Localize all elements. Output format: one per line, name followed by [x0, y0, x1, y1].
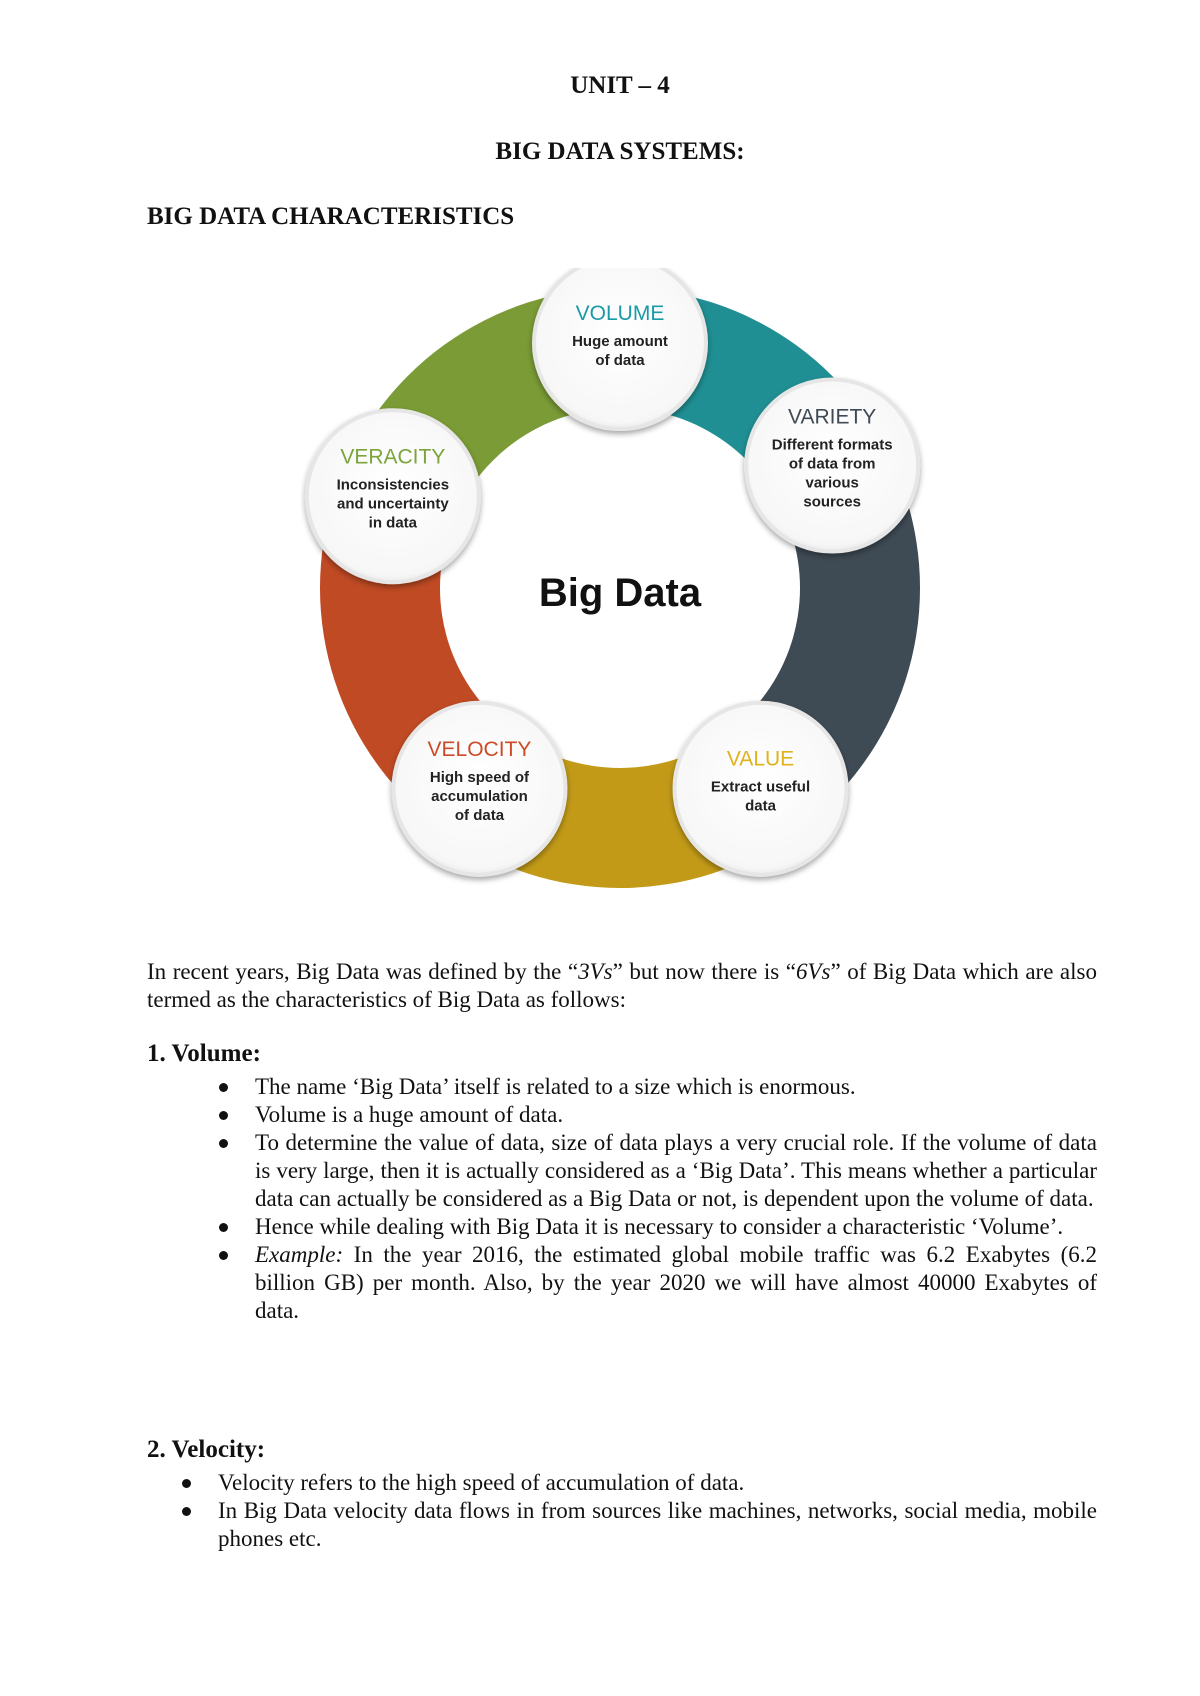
item-description-line: Extract useful: [710, 778, 811, 796]
item-velocity: [393, 703, 565, 875]
list-item: The name ‘Big Data’ itself is related to a size which is enormous.: [255, 1073, 1097, 1101]
item-description-line: and uncertainty: [336, 495, 449, 513]
item-description-line: various: [805, 474, 859, 492]
list-item: To determine the value of data, size of data plays a very crucial role. If the volume of data is very large, then it is actually considered as a ‘Big Data’. This means whether a particular data can actually be considered as a Big Data or not, is dependent upon the volume of data.: [255, 1130, 1097, 1211]
list-item-example: [255, 1241, 1097, 1325]
item-description-line: Different formats: [771, 436, 893, 454]
intro-text-3: ” of Big Data which are also termed as the characteristics of Big Data as follows:: [147, 959, 1097, 1012]
item-description-line: in data: [368, 514, 418, 532]
item-variety: [746, 380, 918, 552]
document-title: BIG DATA SYSTEMS:: [495, 138, 745, 165]
item-description-line: Inconsistencies: [336, 476, 450, 494]
intro-paragraph: [147, 958, 1097, 1014]
example-label: Example:: [255, 1242, 344, 1267]
intro-em-6vs: 6Vs: [795, 959, 831, 984]
item-title: VERACITY: [340, 445, 446, 469]
item-title: VOLUME: [575, 302, 665, 325]
velocity-bullet-list: [218, 1469, 1097, 1553]
intro-text-2: ” but now there is “: [612, 959, 796, 984]
item-description-line: data: [745, 797, 776, 815]
volume-heading: 1. Volume:: [147, 1040, 261, 1067]
item-description-line: accumulation: [431, 788, 528, 806]
list-item: Velocity refers to the high speed of accumulation of data.: [218, 1469, 1097, 1497]
unit-title: UNIT – 4: [570, 72, 670, 99]
item-description-line: High speed of: [429, 769, 530, 787]
item-veracity: [307, 410, 479, 582]
big-data-diagram: [300, 268, 960, 928]
intro-em-3vs: 3Vs: [578, 959, 613, 984]
list-item: Volume is a huge amount of data.: [255, 1101, 1097, 1129]
list-item: In Big Data velocity data flows in from sources like machines, networks, social media, mobile phones etc.: [218, 1498, 1097, 1551]
item-title: VELOCITY: [427, 738, 532, 762]
center-label: Big Data: [538, 571, 702, 615]
example-text: In the year 2016, the estimated global mobile traffic was 6.2 Exabytes (6.2 billion GB) per month. Also, by the year 2020 we will have almost 40000 Exabytes of data.: [255, 1242, 1097, 1323]
item-description-line: of data: [454, 807, 505, 825]
intro-text-1: In recent years, Big Data was defined by the “: [147, 959, 579, 984]
item-title: VALUE: [726, 747, 795, 771]
section-heading: BIG DATA CHARACTERISTICS: [147, 203, 515, 230]
item-description-line: of data from: [788, 455, 876, 473]
item-value: [675, 703, 847, 875]
item-description-line: sources: [803, 493, 861, 511]
item-description-line: of data: [595, 352, 645, 369]
volume-bullet-list: [255, 1073, 1097, 1325]
item-volume: [534, 268, 706, 429]
item-title: VARIETY: [788, 405, 877, 429]
item-description-line: Huge amount: [572, 333, 668, 350]
velocity-heading: 2. Velocity:: [147, 1436, 266, 1463]
list-item: Hence while dealing with Big Data it is necessary to consider a characteristic ‘Volume’.: [255, 1213, 1097, 1241]
